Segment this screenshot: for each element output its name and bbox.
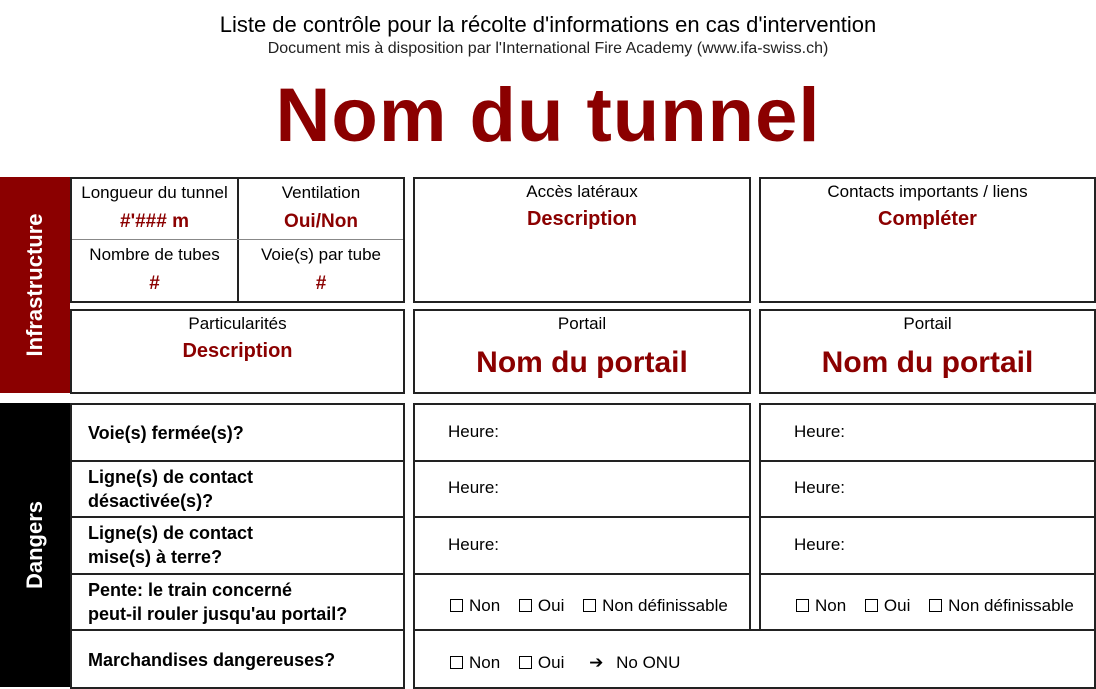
- checkbox-non-p2[interactable]: Non: [796, 596, 846, 615]
- dangers-sidebar: [0, 403, 70, 687]
- portal-1-label: Portail: [557, 314, 607, 333]
- particularities-label: Particularités: [188, 314, 287, 333]
- infrastructure-label: Infrastructure: [22, 213, 47, 357]
- question-dangerous-goods: Marchandises dangereuses?: [88, 650, 336, 670]
- slope-options-p1: [450, 596, 728, 616]
- slope-options-p2: [796, 596, 1074, 616]
- checkbox-oui-p2[interactable]: Oui: [865, 596, 910, 615]
- checkbox-oui-p1[interactable]: Oui: [519, 596, 564, 615]
- time-field-grounded-p1[interactable]: Heure:: [448, 535, 500, 554]
- time-field-lanes-closed-p2[interactable]: Heure:: [794, 422, 846, 441]
- dangerous-goods-options: [450, 653, 680, 673]
- document-source: Document mis à disposition par l'International Fire Academy (www.ifa-swiss.ch): [267, 40, 829, 57]
- tunnel-length-value[interactable]: #'### m: [120, 211, 189, 232]
- onu-number-field[interactable]: No ONU: [616, 653, 681, 672]
- checkbox-oui-goods[interactable]: Oui: [519, 653, 564, 672]
- side-access-value[interactable]: Description: [526, 208, 638, 230]
- time-field-deactivated-p2[interactable]: Heure:: [794, 478, 846, 497]
- time-field-lanes-closed-p1[interactable]: Heure:: [448, 422, 500, 441]
- time-field-deactivated-p1[interactable]: Heure:: [448, 478, 500, 497]
- time-field-grounded-p2[interactable]: Heure:: [794, 535, 846, 554]
- side-access-label: Accès latéraux: [526, 182, 638, 201]
- question-lanes-closed: Voie(s) fermée(s)?: [88, 423, 244, 443]
- checkbox-undefinable-p1[interactable]: Non définissable: [583, 596, 728, 615]
- checkbox-non-p1[interactable]: Non: [450, 596, 500, 615]
- question-slope: Pente: le train concerné peut-il rouler jusqu'au portail?: [88, 580, 348, 624]
- question-contact-lines-deactivated: Ligne(s) de contact désactivée(s)?: [88, 467, 254, 511]
- question-contact-lines-grounded: Ligne(s) de contact mise(s) à terre?: [88, 523, 254, 567]
- infrastructure-sidebar: [0, 177, 70, 393]
- arrow-icon: ➔: [589, 653, 604, 673]
- dangers-label: Dangers: [22, 500, 47, 590]
- checkbox-undefinable-p2[interactable]: Non définissable: [929, 596, 1074, 615]
- portal-2-name[interactable]: Nom du portail: [821, 346, 1034, 379]
- tube-count-label: Nombre de tubes: [89, 245, 220, 264]
- portal-2-label: Portail: [903, 314, 952, 333]
- ventilation-label: Ventilation: [281, 183, 361, 202]
- checkbox-non-goods[interactable]: Non: [450, 653, 500, 672]
- tunnel-name-title[interactable]: Nom du tunnel: [275, 73, 821, 158]
- particularities-value[interactable]: Description: [182, 340, 293, 362]
- checklist-heading: Liste de contrôle pour la récolte d'informations en cas d'intervention: [219, 12, 877, 37]
- portal-1-name[interactable]: Nom du portail: [476, 346, 688, 379]
- ventilation-value[interactable]: Oui/Non: [284, 211, 358, 232]
- contacts-value[interactable]: Compléter: [878, 208, 977, 230]
- tube-count-value[interactable]: #: [149, 273, 160, 294]
- lanes-per-tube-label: Voie(s) par tube: [260, 245, 381, 264]
- tunnel-length-label: Longueur du tunnel: [81, 183, 228, 202]
- contacts-label: Contacts importants / liens: [827, 182, 1028, 201]
- lanes-per-tube-value[interactable]: #: [315, 273, 327, 294]
